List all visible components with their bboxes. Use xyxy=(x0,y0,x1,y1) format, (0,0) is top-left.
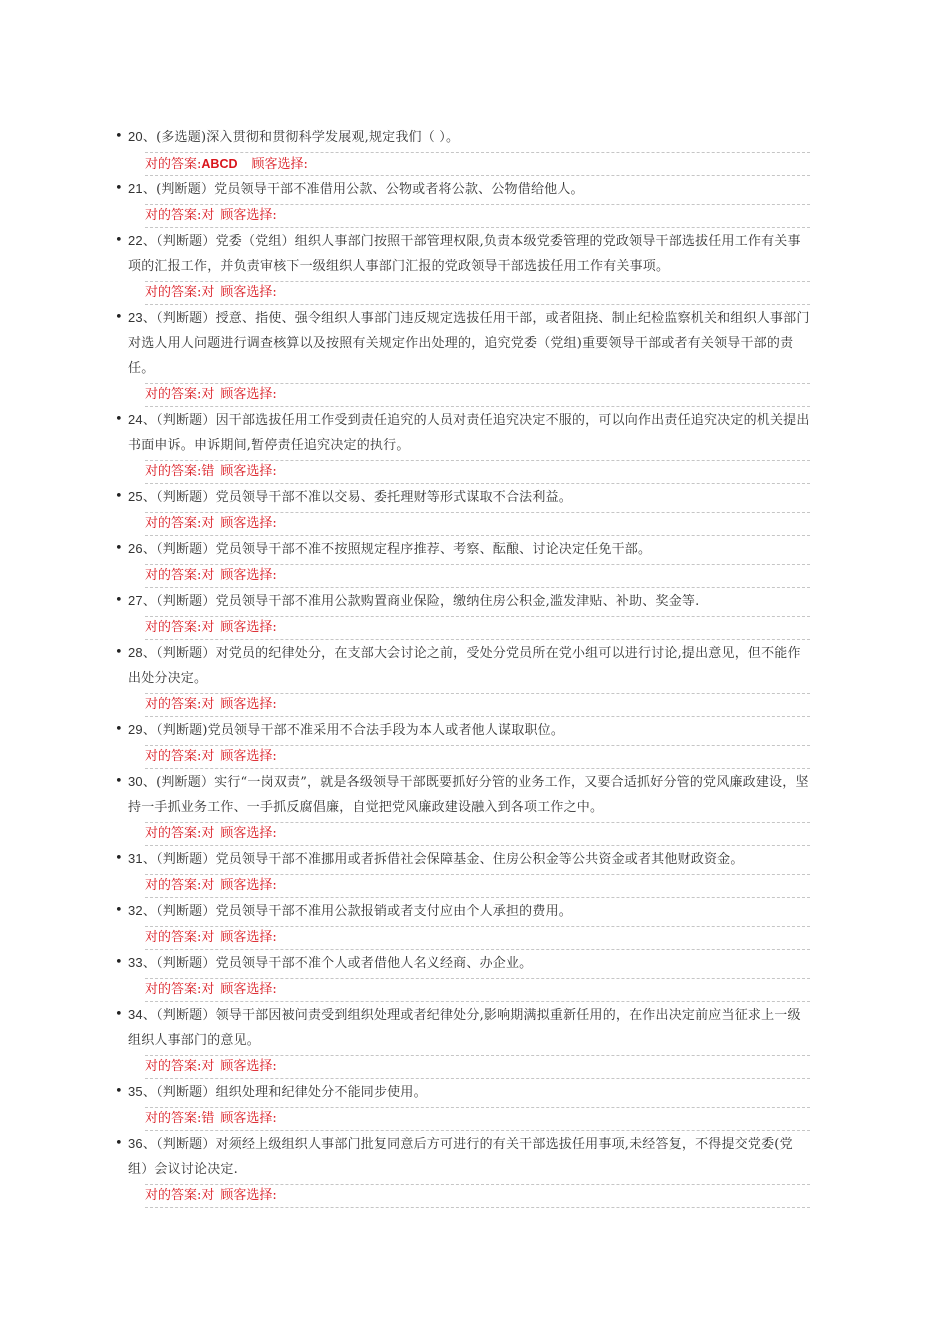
question-number: 33 xyxy=(128,955,143,970)
answer-label: 对的答案: xyxy=(145,208,202,223)
question-body: 、（判断题）党员领导干部不准用公款报销或者支付应由个人承担的费用。 xyxy=(142,904,572,919)
bullet-icon: • xyxy=(115,541,123,556)
answer-line xyxy=(145,1184,810,1208)
question-number: 23 xyxy=(128,310,143,325)
customer-choice-label: 顾客选择: xyxy=(220,878,277,893)
correct-answer: 对 xyxy=(201,1188,215,1203)
question-text xyxy=(115,588,810,616)
question-text xyxy=(115,717,810,745)
customer-choice-label: 顾客选择: xyxy=(220,1059,277,1074)
customer-choice-label: 顾客选择: xyxy=(220,697,277,712)
question-text xyxy=(115,898,810,926)
answer-label: 对的答案: xyxy=(145,1188,202,1203)
question-body: 、（判断题）党员领导干部不准个人或者借他人名义经商、办企业。 xyxy=(142,956,533,971)
answer-line xyxy=(145,926,810,950)
question-number: 30 xyxy=(128,774,143,789)
question-body: 、（判断题）授意、指使、强令组织人事部门违反规定选拔任用干部，或者阻挠、制止纪检监察机关和组织人事部门对选人用人问题进行调查核算以及按照有关规定作出处理的，追究党委（党组)重要领导干部或者有关领导干部的责任。 xyxy=(128,311,810,376)
answer-line xyxy=(145,693,810,717)
question-number: 22 xyxy=(128,233,143,248)
answer-line xyxy=(145,616,810,640)
question-number: 36 xyxy=(128,1136,143,1151)
answer-label: 对的答案: xyxy=(145,568,202,583)
bullet-icon: • xyxy=(115,774,123,789)
answer-label: 对的答案: xyxy=(145,516,202,531)
answer-line xyxy=(145,822,810,846)
question-body: 、（判断题）对须经上级组织人事部门批复同意后方可进行的有关干部选拔任用事项,未经答复，不得提交党委(党组）会议讨论决定. xyxy=(128,1137,793,1177)
question-text xyxy=(115,769,810,822)
answer-label: 对的答案: xyxy=(145,157,202,172)
question-number: 27 xyxy=(128,593,143,608)
question-item xyxy=(115,176,810,228)
question-text xyxy=(115,1131,810,1184)
answer-line xyxy=(145,745,810,769)
correct-answer: 对 xyxy=(201,1059,215,1074)
answer-label: 对的答案: xyxy=(145,1059,202,1074)
answer-label: 对的答案: xyxy=(145,464,202,479)
question-item xyxy=(115,1131,810,1208)
bullet-icon: • xyxy=(115,593,123,608)
bullet-icon: • xyxy=(115,489,123,504)
question-text xyxy=(115,484,810,512)
answer-line xyxy=(145,1055,810,1079)
correct-answer: 对 xyxy=(201,697,215,712)
bullet-icon: • xyxy=(115,722,123,737)
question-body: 、（判断题）领导干部因被问责受到组织处理或者纪律处分,影响期满拟重新任用的，在作出决定前应当征求上一级组织人事部门的意见。 xyxy=(128,1008,801,1048)
customer-choice-label: 顾客选择: xyxy=(220,208,277,223)
bullet-icon: • xyxy=(115,1084,123,1099)
correct-answer: 对 xyxy=(201,982,215,997)
question-item xyxy=(115,228,810,305)
correct-answer: 错 xyxy=(201,1111,215,1126)
question-number: 21 xyxy=(128,181,143,196)
bullet-icon: • xyxy=(115,645,123,660)
answer-line xyxy=(145,460,810,484)
question-text xyxy=(115,1079,810,1107)
correct-answer: 对 xyxy=(201,568,215,583)
question-item xyxy=(115,1002,810,1079)
answer-label: 对的答案: xyxy=(145,930,202,945)
question-item xyxy=(115,717,810,769)
correct-answer: 对 xyxy=(201,208,215,223)
question-text xyxy=(115,640,810,693)
question-item xyxy=(115,124,810,176)
correct-answer: 对 xyxy=(201,930,215,945)
correct-answer: 错 xyxy=(201,464,215,479)
question-body: 、（判断题）对党员的纪律处分，在支部大会讨论之前，受处分党员所在党小组可以进行讨论,提出意见，但不能作出处分决定。 xyxy=(128,646,801,686)
question-item xyxy=(115,769,810,846)
correct-answer: 对 xyxy=(201,826,215,841)
answer-line xyxy=(145,152,810,176)
customer-choice-label: 顾客选择: xyxy=(220,826,277,841)
question-text xyxy=(115,950,810,978)
question-text xyxy=(115,124,810,152)
question-body: 、（判断题）党员领导干部不准挪用或者拆借社会保障基金、住房公积金等公共资金或者其他财政资金。 xyxy=(142,852,744,867)
bullet-icon: • xyxy=(115,955,123,970)
question-number: 28 xyxy=(128,645,143,660)
answer-line xyxy=(145,281,810,305)
question-number: 26 xyxy=(128,541,143,556)
customer-choice-label: 顾客选择: xyxy=(220,930,277,945)
answer-line xyxy=(145,512,810,536)
correct-answer: 对 xyxy=(201,620,215,635)
correct-answer: 对 xyxy=(201,387,215,402)
question-item xyxy=(115,640,810,717)
answer-label: 对的答案: xyxy=(145,387,202,402)
answer-label: 对的答案: xyxy=(145,749,202,764)
question-number: 34 xyxy=(128,1007,143,1022)
question-body: 、（判断题）组织处理和纪律处分不能同步使用。 xyxy=(142,1085,427,1100)
question-number: 35 xyxy=(128,1084,143,1099)
question-body: 、(多选题)深入贯彻和贯彻科学发展观,规定我们（ ）。 xyxy=(142,130,460,145)
answer-line xyxy=(145,383,810,407)
question-number: 32 xyxy=(128,903,143,918)
bullet-icon: • xyxy=(115,233,123,248)
question-body: 、（判断题）因干部选拔任用工作受到责任追究的人员对责任追究决定不服的，可以向作出责任追究决定的机关提出书面申诉。申诉期间,暂停责任追究决定的执行。 xyxy=(128,413,810,453)
correct-answer: 对 xyxy=(201,878,215,893)
answer-label: 对的答案: xyxy=(145,982,202,997)
question-item xyxy=(115,484,810,536)
question-text xyxy=(115,305,810,383)
question-body: 、(判断题）实行“一岗双责”，就是各级领导干部既要抓好分管的业务工作，又要合适抓好分管的党风廉政建设，坚持一手抓业务工作、一手抓反腐倡廉，自觉把党风廉政建设融入到各项工作之中。 xyxy=(128,775,809,815)
question-item xyxy=(115,846,810,898)
question-list xyxy=(115,124,810,1208)
customer-choice-label: 顾客选择: xyxy=(220,464,277,479)
answer-label: 对的答案: xyxy=(145,620,202,635)
correct-answer: 对 xyxy=(201,285,215,300)
answer-label: 对的答案: xyxy=(145,878,202,893)
question-body: 、（判断题)党员领导干部不准采用不合法手段为本人或者他人谋取职位。 xyxy=(142,723,565,738)
answer-label: 对的答案: xyxy=(145,826,202,841)
correct-answer: 对 xyxy=(201,749,215,764)
question-text xyxy=(115,407,810,460)
bullet-icon: • xyxy=(115,412,123,427)
bullet-icon: • xyxy=(115,129,123,144)
bullet-icon: • xyxy=(115,851,123,866)
answer-label: 对的答案: xyxy=(145,697,202,712)
question-number: 20 xyxy=(128,129,143,144)
customer-choice-label: 顾客选择: xyxy=(220,1111,277,1126)
question-text xyxy=(115,176,810,204)
correct-answer: ABCD xyxy=(201,157,238,171)
question-item xyxy=(115,950,810,1002)
question-body: 、（判断题）党员领导干部不准不按照规定程序推荐、考察、酝酿、讨论决定任免干部。 xyxy=(142,542,652,557)
question-item xyxy=(115,1079,810,1131)
customer-choice-label: 顾客选择: xyxy=(220,1188,277,1203)
question-number: 29 xyxy=(128,722,143,737)
customer-choice-label: 顾客选择: xyxy=(220,568,277,583)
bullet-icon: • xyxy=(115,903,123,918)
question-body: 、（判断题）党员领导干部不准用公款购置商业保险，缴纳住房公积金,滥发津贴、补助、奖金等. xyxy=(142,594,700,609)
question-text xyxy=(115,228,810,281)
answer-line xyxy=(145,204,810,228)
customer-choice-label: 顾客选择: xyxy=(220,982,277,997)
customer-choice-label: 顾客选择: xyxy=(220,387,277,402)
question-item xyxy=(115,898,810,950)
bullet-icon: • xyxy=(115,181,123,196)
bullet-icon: • xyxy=(115,310,123,325)
question-item xyxy=(115,536,810,588)
question-number: 24 xyxy=(128,412,143,427)
question-item xyxy=(115,305,810,407)
answer-line xyxy=(145,978,810,1002)
answer-label: 对的答案: xyxy=(145,285,202,300)
question-number: 25 xyxy=(128,489,143,504)
bullet-icon: • xyxy=(115,1007,123,1022)
customer-choice-label: 顾客选择: xyxy=(220,620,277,635)
question-number: 31 xyxy=(128,851,143,866)
correct-answer: 对 xyxy=(201,516,215,531)
bullet-icon: • xyxy=(115,1136,123,1151)
answer-line xyxy=(145,874,810,898)
customer-choice-label: 顾客选择: xyxy=(251,157,308,172)
question-item xyxy=(115,588,810,640)
question-text xyxy=(115,536,810,564)
question-text xyxy=(115,1002,810,1055)
customer-choice-label: 顾客选择: xyxy=(220,516,277,531)
answer-line xyxy=(145,1107,810,1131)
answer-line xyxy=(145,564,810,588)
customer-choice-label: 顾客选择: xyxy=(220,749,277,764)
question-body: 、（判断题）党员领导干部不准以交易、委托理财等形式谋取不合法利益。 xyxy=(142,490,572,505)
question-text xyxy=(115,846,810,874)
question-item xyxy=(115,407,810,484)
question-body: 、（判断题）党委（党组）组织人事部门按照干部管理权限,负责本级党委管理的党政领导干部选拔任用工作有关事项的汇报工作，并负责审核下一级组织人事部门汇报的党政领导干部选拔任用工作有关事项。 xyxy=(128,234,801,274)
answer-label: 对的答案: xyxy=(145,1111,202,1126)
question-body: 、(判断题）党员领导干部不准借用公款、公物或者将公款、公物借给他人。 xyxy=(142,182,584,197)
customer-choice-label: 顾客选择: xyxy=(220,285,277,300)
